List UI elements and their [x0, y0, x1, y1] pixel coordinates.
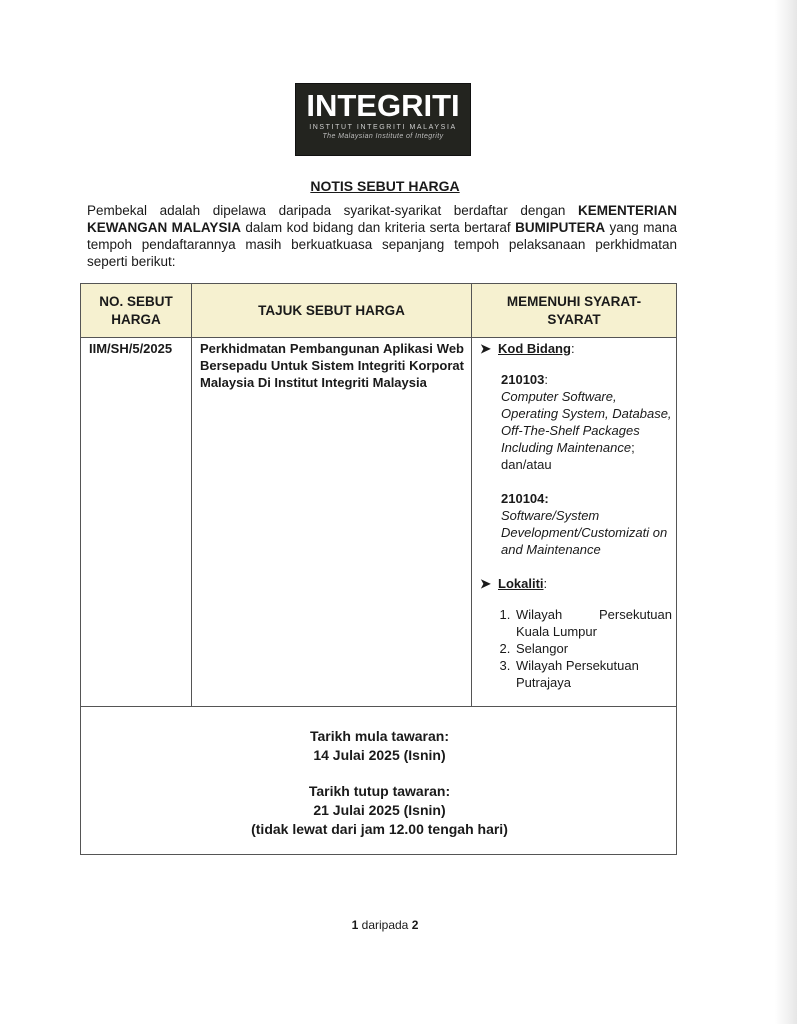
- offer-open-label: Tarikh mula tawaran:: [309, 728, 449, 744]
- quotation-subject: Perkhidmatan Pembangunan Aplikasi Web Bersepadu Untuk Sistem Integriti Korporat Malaysia Di Institut Integriti Malaysia: [200, 341, 464, 390]
- code1-number: 210103: [501, 372, 545, 387]
- kod-bidang-label: Kod Bidang: [498, 341, 571, 356]
- page-title: NOTIS SEBUT HARGA: [310, 178, 460, 194]
- header-subject: TAJUK SEBUT HARGA: [192, 284, 471, 337]
- intro-text-1: Pembekal adalah dipelawa: [87, 203, 266, 218]
- code1-suffix: ; dan/atau: [501, 440, 635, 472]
- page-total: 2: [411, 918, 419, 932]
- header-ref-no: NO. SEBUT HARGA: [81, 284, 191, 337]
- intro-status: BUMIPUTERA: [515, 220, 606, 235]
- logo-subtitle: INSTITUT INTEGRITI MALAYSIA: [309, 124, 457, 131]
- list-item: 2. Selangor: [514, 640, 672, 657]
- arrow-bullet-icon: ➤: [480, 576, 491, 591]
- kod-bidang-heading: ➤ Kod Bidang:: [480, 341, 575, 356]
- page-of: daripada: [361, 918, 409, 932]
- intro-text-4: yang mana tempoh pendaftarannya masih berkuatkuasa sepanjang tempoh pelaksanaan perkhidmatan seperti berikut:: [87, 220, 678, 269]
- page-number: [0, 918, 770, 932]
- list-item: 1. Wilayah Persekutuan Kuala Lumpur: [514, 606, 672, 640]
- lokaliti-label: Lokaliti: [498, 576, 544, 591]
- intro-paragraph: [87, 202, 677, 270]
- offer-close-date: 21 Julai 2025 (Isnin): [313, 802, 446, 818]
- header-requirements: MEMENUHI SYARAT-SYARAT: [472, 284, 676, 337]
- quotation-table: [80, 283, 677, 855]
- offer-open-date: 14 Julai 2025 (Isnin): [313, 747, 446, 763]
- intro-text-3: dalam kod bidang dan kriteria serta bertaraf: [240, 220, 516, 235]
- offer-close-note: (tidak lewat dari jam 12.00 tengah hari): [251, 821, 508, 837]
- list-item: 3. Wilayah Persekutuan Putrajaya: [514, 657, 672, 691]
- code-210104: [480, 490, 672, 558]
- intro-text-2: daripada syarikat-syarikat berdaftar dengan: [266, 203, 578, 218]
- lokaliti-heading: ➤ Lokaliti:: [480, 576, 548, 591]
- offer-close-label: Tarikh tutup tawaran:: [308, 783, 451, 799]
- integriti-logo: [295, 83, 471, 156]
- column-divider-2: [471, 284, 472, 706]
- arrow-bullet-icon: ➤: [480, 341, 491, 356]
- code2-number: 210104:: [501, 491, 549, 506]
- logo-wordmark: INTEGRITI: [306, 88, 460, 123]
- intro-ministry: KEMENTERIAN KEWANGAN MALAYSIA: [87, 203, 677, 235]
- header-divider: [81, 337, 676, 338]
- requirements-cell: [480, 340, 672, 691]
- row-divider: [81, 706, 676, 707]
- column-divider-1: [191, 284, 192, 706]
- logo-tagline: The Malaysian Institute of Integrity: [322, 133, 444, 140]
- code2-description: Software/System Development/Customizati on and Maintenance: [501, 508, 668, 557]
- code-210103: 210103: Computer Software, Operating System, Database, Off-The-Shelf Packages Including Maintenance; dan/atau: [501, 372, 672, 472]
- page-current: 1: [351, 918, 359, 932]
- page-edge-shadow: [775, 0, 797, 1024]
- ref-number: IIM/SH/5/2025: [89, 341, 173, 356]
- locality-list: [492, 606, 672, 691]
- code1-description: Computer Software, Operating System, Database, Off-The-Shelf Packages Including Maintenance: [501, 389, 672, 455]
